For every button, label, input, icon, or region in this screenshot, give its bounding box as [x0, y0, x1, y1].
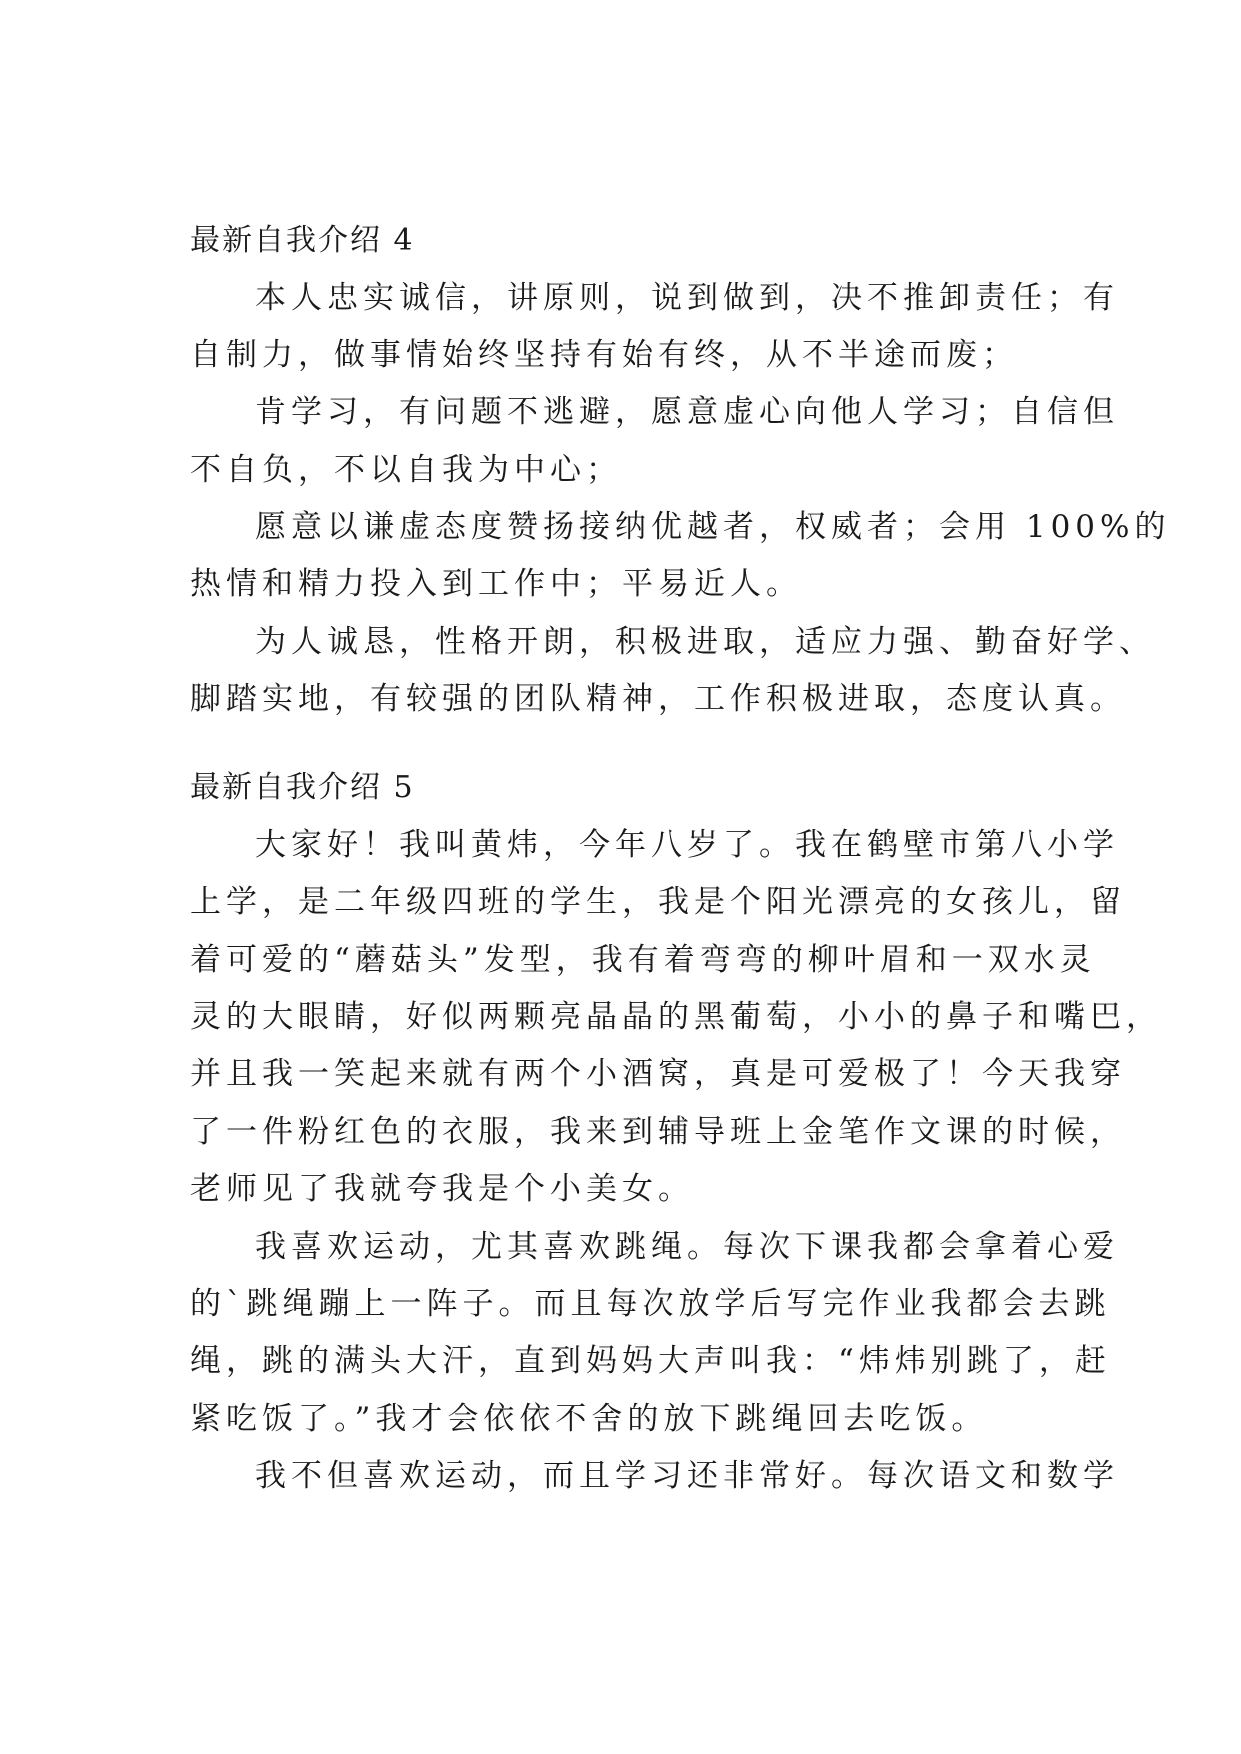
- section-4-line-1: 本人忠实诚信，讲原则，说到做到，决不推卸责任；有: [255, 280, 1119, 316]
- section-5-line-6: 了一件粉红色的衣服，我来到辅导班上金笔作文课的时候，: [190, 1114, 1126, 1150]
- section-5-line-12: 我不但喜欢运动，而且学习还非常好。每次语文和数学: [255, 1458, 1119, 1494]
- section-4-line-6: 热情和精力投入到工作中；平易近人。: [190, 566, 802, 602]
- section-5-line-10: 绳，跳的满头大汗，直到妈妈大声叫我：“炜炜别跳了，赶: [190, 1343, 1111, 1379]
- section-5-line-8: 我喜欢运动，尤其喜欢跳绳。每次下课我都会拿着心爱: [255, 1229, 1119, 1265]
- section-4-line-8: 脚踏实地，有较强的团队精神，工作积极进取，态度认真。: [190, 681, 1126, 717]
- section-4-line-5: 愿意以谦虚态度赞扬接纳优越者，权威者；会用 100%的: [255, 509, 1171, 545]
- section-5-line-3: 着可爱的“蘑菇头”发型，我有着弯弯的柳叶眉和一双水灵: [190, 942, 1096, 978]
- section-5-line-5: 并且我一笑起来就有两个小酒窝，真是可爱极了！今天我穿: [190, 1056, 1126, 1092]
- section-4-line-4: 不自负，不以自我为中心；: [190, 452, 622, 488]
- section-5-line-2: 上学，是二年级四班的学生，我是个阳光漂亮的女孩儿，留: [190, 884, 1126, 920]
- section-4-heading: 最新自我介绍 4: [190, 223, 415, 258]
- section-4-line-7: 为人诚恳，性格开朗，积极进取，适应力强、勤奋好学、: [255, 624, 1155, 660]
- section-4-line-3: 肯学习，有问题不逃避，愿意虚心向他人学习；自信但: [255, 394, 1119, 430]
- section-5-line-4: 灵的大眼睛，好似两颗亮晶晶的黑葡萄，小小的鼻子和嘴巴，: [190, 999, 1162, 1035]
- section-5-line-1: 大家好！我叫黄炜，今年八岁了。我在鹤壁市第八小学: [255, 827, 1119, 863]
- section-5-heading: 最新自我介绍 5: [190, 770, 415, 805]
- section-5-line-7: 老师见了我就夸我是个小美女。: [190, 1171, 694, 1207]
- section-5-line-9: 的`跳绳蹦上一阵子。而且每次放学后写完作业我都会去跳: [190, 1286, 1111, 1322]
- section-5-line-11: 紧吃饭了。”我才会依依不舍的放下跳绳回去吃饭。: [190, 1401, 988, 1437]
- section-4-line-2: 自制力，做事情始终坚持有始有终，从不半途而废；: [190, 337, 1018, 373]
